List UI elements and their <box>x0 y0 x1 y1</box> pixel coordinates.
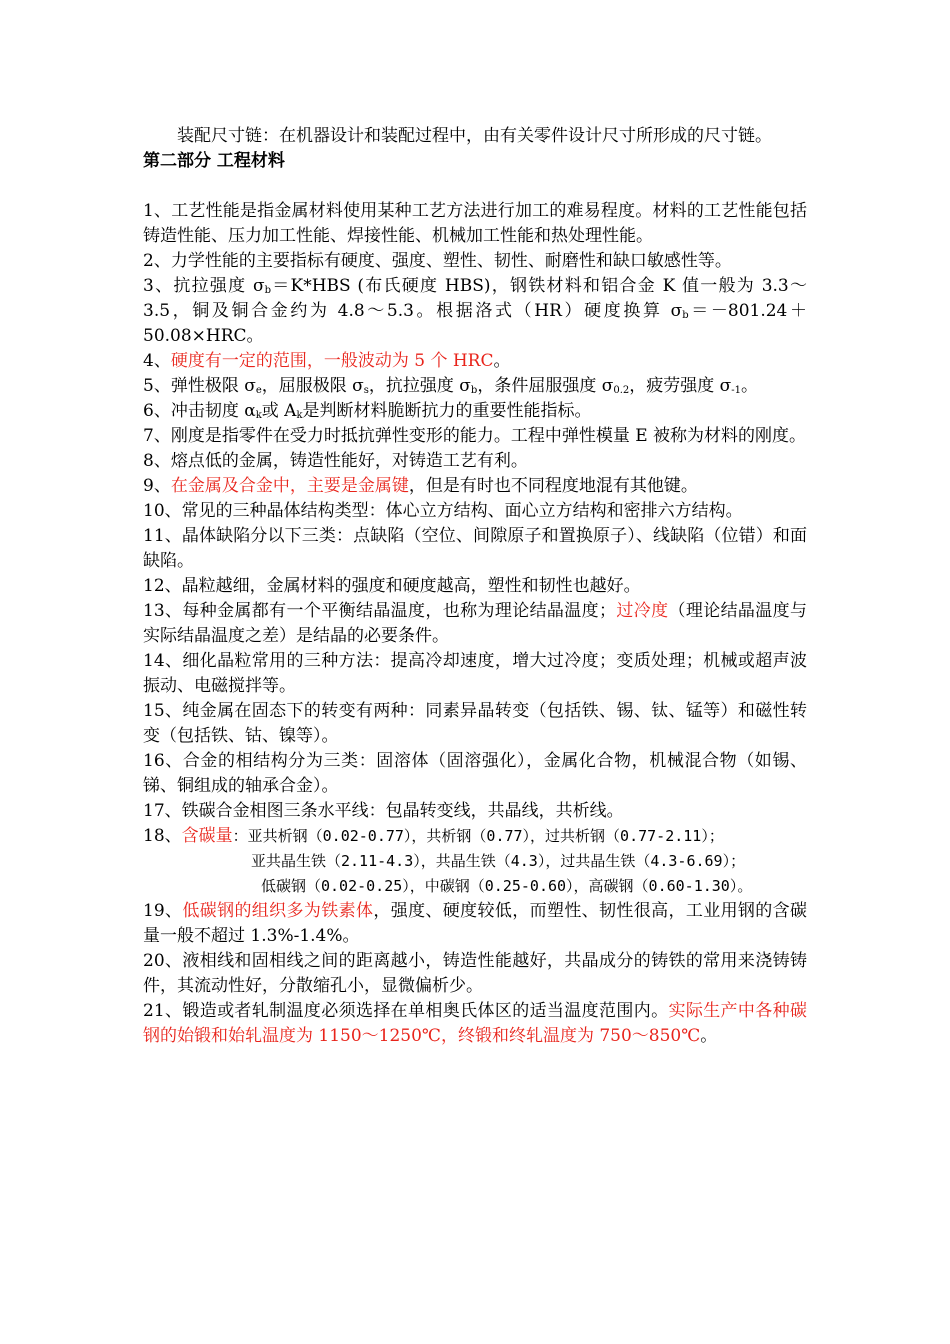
item-5 <box>143 374 807 399</box>
item-19 <box>143 899 807 949</box>
item-21-text-b: 。 <box>700 1026 718 1046</box>
item-18-highlight: 含碳量 <box>181 826 233 846</box>
item-18-text-a: 18、 <box>143 826 182 846</box>
item-5-text-a: 5、弹性极限 σ <box>143 376 256 396</box>
item-3-text-c: ＝K*HBS (布氏硬度 HBS)，钢铁材料和铝合金 K 值一般为 3.3～3.5，铜及铜合金约为 4.8～5.3。根据洛式（HR）硬度换算 σ <box>143 276 807 321</box>
item-21-highlight: 实际生产中各种碳钢的始锻和始轧温度为 1150～1250℃，终锻和终轧温度为 750～850℃ <box>143 1001 807 1046</box>
item-5-text-c: ，抗拉强度 σ <box>368 376 471 396</box>
item-13 <box>143 599 807 649</box>
intro-paragraph: 装配尺寸链：在机器设计和装配过程中，由有关零件设计尺寸所形成的尺寸链。 <box>177 126 772 146</box>
item-9-text-b: ，但是有时也不同程度地混有其他键。 <box>408 476 698 496</box>
item-19-highlight: 低碳钢的组织多为铁素体 <box>182 901 374 921</box>
item-13-highlight: 过冷度 <box>616 601 669 621</box>
item-4-text-b: 。 <box>493 351 511 371</box>
item-1: 1、工艺性能是指金属材料使用某种工艺方法进行加工的难易程度。材料的工艺性能包括铸造性能、压力加工性能、焊接性能、机械加工性能和热处理性能。 <box>143 201 807 246</box>
item-5-text-b: ，屈服极限 σ <box>261 376 364 396</box>
item-14: 14、细化晶粒常用的三种方法：提高冷却速度，增大过冷度；变质处理；机械或超声波振动、电磁搅拌等。 <box>143 651 807 696</box>
item-3-sub-d: b <box>682 310 689 321</box>
item-10: 10、常见的三种晶体结构类型：体心立方结构、面心立方结构和密排六方结构。 <box>143 501 743 521</box>
item-5-text-d: ，条件屈服强度 σ <box>477 376 614 396</box>
item-3-text-e: ＝－801.24＋50.08×HRC。 <box>143 301 807 346</box>
item-6-text-b: 或 A <box>261 401 297 421</box>
item-19-text-b: ，强度、硬度较低，而塑性、韧性很高，工业用钢的含碳量一般不超过 1.3%-1.4%。 <box>143 901 808 946</box>
item-15: 15、纯金属在固态下的转变有两种：同素异晶转变（包括铁、锡、钛、锰等）和磁性转变（包括铁、钴、镍等）。 <box>143 701 807 746</box>
item-13-text-a: 13、每种金属都有一个平衡结晶温度，也称为理论结晶温度； <box>143 601 617 621</box>
item-5-sub-4: 0.2 <box>613 385 630 396</box>
item-9-highlight: 在金属及合金中，主要是金属键 <box>170 476 409 496</box>
item-8: 8、熔点低的金属，铸造性能好，对铸造工艺有利。 <box>143 451 528 471</box>
item-12: 12、晶粒越细，金属材料的强度和硬度越高，塑性和韧性也越好。 <box>143 576 641 596</box>
item-5-text-f: 。 <box>741 376 759 396</box>
section-heading: 第二部分 工程材料 <box>143 151 285 171</box>
document-page <box>143 124 807 1049</box>
item-21-text-a: 21、锻造或者轧制温度必须选择在单相奥氏体区的适当温度范围内。 <box>143 1001 669 1021</box>
item-17: 17、铁碳合金相图三条水平线：包晶转变线，共晶线，共析线。 <box>143 801 624 821</box>
item-9-text-a: 9、 <box>143 476 171 496</box>
item-18-line-3: 低碳钢（0.02-0.25），中碳钢（0.25-0.60），高碳钢（0.60-1.30）。 <box>261 877 753 895</box>
item-11: 11、晶体缺陷分以下三类：点缺陷（空位、间隙原子和置换原子）、线缺陷（位错）和面缺陷。 <box>143 526 807 571</box>
item-18 <box>143 824 807 849</box>
item-20: 20、液相线和固相线之间的距离越小，铸造性能越好，共晶成分的铸铁的常用来浇铸铸件，其流动性好，分散缩孔小，显微偏析少。 <box>143 951 807 996</box>
item-7: 7、刚度是指零件在受力时抵抗弹性变形的能力。工程中弹性模量 E 被称为材料的刚度。 <box>143 426 807 446</box>
item-3-sub-b: b <box>264 285 272 296</box>
item-6-text-c: 是判断材料脆断抗力的重要性能指标。 <box>302 401 592 421</box>
item-4-highlight: 硬度有一定的范围，一般波动为 5 个 HRC <box>170 351 494 371</box>
item-6-text-a: 6、冲击韧度 α <box>143 401 256 421</box>
item-6-sub-2: k <box>296 410 303 421</box>
item-5-sub-2: s <box>363 385 369 396</box>
item-13-text-b: （理论结晶温度与实际结晶温度之差）是结晶的必要条件。 <box>143 601 808 646</box>
item-19-text-a: 19、 <box>143 901 183 921</box>
item-6-sub-1: k <box>255 410 262 421</box>
item-6 <box>143 399 807 424</box>
item-5-sub-3: b <box>470 385 478 396</box>
item-18-line-2: 亚共晶生铁（2.11-4.3），共晶生铁（4.3），过共晶生铁（4.3-6.69）； <box>251 852 746 870</box>
item-2: 2、力学性能的主要指标有硬度、强度、塑性、韧性、耐磨性和缺口敏感性等。 <box>143 251 732 271</box>
item-3-text-a: 3、抗拉强度 σ <box>143 276 265 296</box>
item-5-sub-5: -1 <box>731 385 742 396</box>
item-5-sub-1: e <box>255 385 262 396</box>
item-5-text-e: ，疲劳强度 σ <box>629 376 732 396</box>
item-9 <box>143 474 807 499</box>
item-3 <box>143 274 807 349</box>
item-4-text-a: 4、 <box>143 351 171 371</box>
item-18-text-b: ：亚共析钢（0.02-0.77），共析钢（0.77），过共析钢（0.77-2.11）； <box>232 827 724 845</box>
item-21 <box>143 999 807 1049</box>
item-16: 16、合金的相结构分为三类：固溶体（固溶强化），金属化合物，机械混合物（如锡、锑、铜组成的轴承合金）。 <box>143 751 807 796</box>
item-4 <box>143 349 807 374</box>
